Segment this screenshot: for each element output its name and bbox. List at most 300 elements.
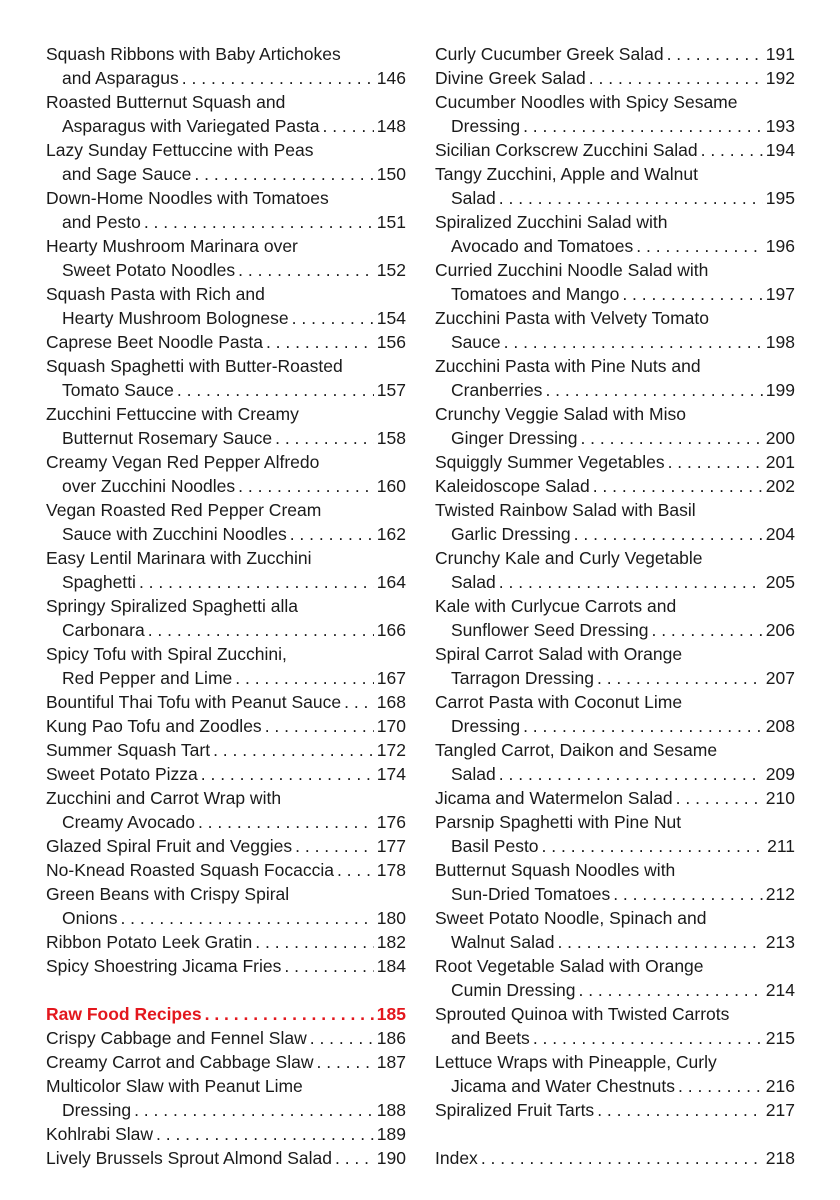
toc-entry-title: Red Pepper and Lime — [62, 668, 233, 688]
dot-leader — [580, 426, 762, 450]
toc-entry-line — [435, 618, 795, 642]
index-entry-title: Index — [435, 1148, 478, 1168]
toc-entry-line — [435, 690, 795, 714]
toc-page-number: 207 — [765, 668, 795, 688]
toc-entry-title: Squiggly Summer Vegetables — [435, 452, 665, 472]
toc-entry[interactable] — [46, 42, 406, 90]
toc-entry-title: Squash Spaghetti with Butter-Roasted — [46, 356, 343, 376]
toc-entry-line — [46, 306, 406, 330]
toc-entry[interactable] — [46, 834, 406, 858]
toc-entry-line — [46, 282, 406, 306]
dot-leader — [156, 1122, 374, 1146]
toc-entry-title: Spicy Shoestring Jicama Fries — [46, 956, 282, 976]
toc-entry-title: Multicolor Slaw with Peanut Lime — [46, 1076, 303, 1096]
toc-page-number: 154 — [376, 308, 406, 328]
toc-page-number: 168 — [376, 692, 406, 712]
dot-leader — [205, 1002, 374, 1026]
toc-entry-title: Roasted Butternut Squash and — [46, 92, 286, 112]
toc-entry-title: Spaghetti — [62, 572, 136, 592]
toc-entry-title: Down-Home Noodles with Tomatoes — [46, 188, 329, 208]
toc-entry-title: Sunflower Seed Dressing — [451, 620, 649, 640]
dot-leader — [499, 762, 763, 786]
toc-entry[interactable] — [435, 642, 795, 690]
toc-entry-title: Cucumber Noodles with Spicy Sesame — [435, 92, 738, 112]
dot-leader — [238, 474, 374, 498]
toc-entry-title: and Sage Sauce — [62, 164, 192, 184]
toc-entry-title: Vegan Roasted Red Pepper Cream — [46, 500, 322, 520]
toc-page-number: 197 — [765, 284, 795, 304]
toc-entry-line — [435, 546, 795, 570]
toc-entry-line — [46, 594, 406, 618]
toc-entry-line — [435, 1074, 795, 1098]
dot-leader — [533, 1026, 763, 1050]
toc-entry-line — [46, 162, 406, 186]
toc-page-number: 180 — [376, 908, 406, 928]
toc-page-number: 164 — [376, 572, 406, 592]
toc-entry-title: Squash Pasta with Rich and — [46, 284, 265, 304]
toc-entry[interactable] — [435, 690, 795, 738]
dot-leader — [317, 1050, 374, 1074]
toc-entry-title: Dressing — [451, 716, 521, 736]
toc-entry-line — [46, 42, 406, 66]
toc-entry[interactable] — [435, 450, 795, 474]
toc-entry-line — [46, 1026, 406, 1050]
toc-entry[interactable] — [435, 954, 795, 1002]
toc-entry[interactable] — [435, 1002, 795, 1050]
section-heading-title: Raw Food Recipes — [46, 1004, 202, 1024]
toc-page-number: 178 — [376, 860, 406, 880]
toc-entry-line — [435, 426, 795, 450]
toc-entry-title: Spiralized Zucchini Salad with — [435, 212, 668, 232]
toc-page-number: 204 — [765, 524, 795, 544]
toc-entry-line — [435, 186, 795, 210]
toc-entry-title: Tangled Carrot, Daikon and Sesame — [435, 740, 718, 760]
dot-leader — [292, 306, 374, 330]
toc-entry-line — [435, 66, 795, 90]
spacer — [46, 978, 406, 1002]
toc-entry-title: Kung Pao Tofu and Zoodles — [46, 716, 262, 736]
toc-page-number: 202 — [765, 476, 795, 496]
toc-entry-line — [435, 858, 795, 882]
toc-entry-line — [46, 834, 406, 858]
toc-entry-line — [435, 210, 795, 234]
toc-entry-line — [46, 1098, 406, 1122]
dot-leader — [144, 210, 374, 234]
toc-page-number: 186 — [376, 1028, 406, 1048]
dot-leader — [322, 114, 373, 138]
toc-entry[interactable] — [46, 138, 406, 186]
toc-entry-title: Tomato Sauce — [62, 380, 174, 400]
toc-entry[interactable] — [46, 1122, 406, 1146]
toc-entry[interactable] — [435, 138, 795, 162]
toc-entry[interactable] — [435, 738, 795, 786]
toc-entry-line — [46, 258, 406, 282]
toc-entry-line — [435, 42, 795, 66]
toc-entry[interactable] — [435, 66, 795, 90]
toc-entry-line — [435, 882, 795, 906]
toc-page-number: 213 — [765, 932, 795, 952]
toc-entry-title: Lettuce Wraps with Pineapple, Curly — [435, 1052, 717, 1072]
toc-entry-line — [435, 114, 795, 138]
toc-entry[interactable] — [435, 498, 795, 546]
toc-entry-title: Carrot Pasta with Coconut Lime — [435, 692, 683, 712]
toc-entry-line — [435, 930, 795, 954]
dot-leader — [295, 834, 374, 858]
dot-leader — [235, 666, 374, 690]
toc-entry-title: Sprouted Quinoa with Twisted Carrots — [435, 1004, 730, 1024]
dot-leader — [337, 858, 374, 882]
toc-entry[interactable] — [46, 594, 406, 642]
toc-entry-title: Kale with Curlycue Carrots and — [435, 596, 677, 616]
toc-entry-line — [435, 666, 795, 690]
dot-leader — [589, 66, 763, 90]
toc-entry-line — [435, 762, 795, 786]
toc-entry-line — [435, 354, 795, 378]
index-entry-page-number: 218 — [765, 1148, 795, 1168]
toc-page-number: 148 — [376, 116, 406, 136]
toc-entry-title: and Pesto — [62, 212, 141, 232]
dot-leader — [574, 522, 763, 546]
toc-entry-title: Curly Cucumber Greek Salad — [435, 44, 664, 64]
toc-entry-line — [46, 1074, 406, 1098]
toc-entry-title: Divine Greek Salad — [435, 68, 586, 88]
toc-page-number: 174 — [376, 764, 406, 784]
toc-entry[interactable] — [46, 786, 406, 834]
toc-entry-title: Squash Ribbons with Baby Artichokes — [46, 44, 341, 64]
dot-leader — [481, 1146, 763, 1170]
toc-entry-title: Asparagus with Variegated Pasta — [62, 116, 320, 136]
toc-entry[interactable] — [435, 1050, 795, 1098]
toc-entry-line — [46, 954, 406, 978]
toc-entry-title: Tangy Zucchini, Apple and Walnut — [435, 164, 698, 184]
toc-entry-title: Cranberries — [451, 380, 543, 400]
toc-entry[interactable] — [435, 306, 795, 354]
toc-entry-title: Creamy Carrot and Cabbage Slaw — [46, 1052, 314, 1072]
toc-entry-title: Butternut Squash Noodles with — [435, 860, 676, 880]
dot-leader — [213, 738, 374, 762]
toc-entry-line — [435, 378, 795, 402]
toc-entry-line — [435, 522, 795, 546]
dot-leader — [578, 978, 762, 1002]
toc-entry-title: Dressing — [451, 116, 521, 136]
toc-entry[interactable] — [46, 642, 406, 690]
toc-page-number: 210 — [765, 788, 795, 808]
dot-leader — [310, 1026, 374, 1050]
toc-entry[interactable] — [435, 402, 795, 450]
toc-entry[interactable] — [435, 1098, 795, 1122]
toc-entry-title: Bountiful Thai Tofu with Peanut Sauce — [46, 692, 342, 712]
toc-entry-line — [435, 954, 795, 978]
toc-entry-line — [46, 378, 406, 402]
toc-entry[interactable] — [435, 906, 795, 954]
toc-entry-title: Parsnip Spaghetti with Pine Nut — [435, 812, 682, 832]
toc-entry-line — [46, 186, 406, 210]
toc-entry-line — [435, 906, 795, 930]
toc-entry-title: Ribbon Potato Leek Gratin — [46, 932, 253, 952]
toc-entry-line — [46, 810, 406, 834]
toc-entry[interactable] — [435, 210, 795, 258]
toc-entry-title: Sweet Potato Noodles — [62, 260, 236, 280]
toc-entry-title: Walnut Salad — [451, 932, 555, 952]
toc-entry[interactable] — [435, 162, 795, 210]
dot-leader — [523, 714, 763, 738]
toc-entry-line — [435, 642, 795, 666]
toc-entry-line — [435, 570, 795, 594]
dot-leader — [636, 234, 763, 258]
toc-entry-title: Easy Lentil Marinara with Zucchini — [46, 548, 312, 568]
toc-page-number: 201 — [765, 452, 795, 472]
toc-entry[interactable] — [46, 954, 406, 978]
toc-entry[interactable] — [46, 690, 406, 714]
toc-entry-line — [46, 114, 406, 138]
toc-entry-title: Creamy Avocado — [62, 812, 195, 832]
toc-entry-title: Salad — [451, 764, 496, 784]
toc-entry-line — [46, 546, 406, 570]
toc-entry-line — [46, 330, 406, 354]
toc-entry-title: and Beets — [451, 1028, 530, 1048]
dot-leader — [201, 762, 374, 786]
toc-entry-title: Garlic Dressing — [451, 524, 571, 544]
dot-leader — [238, 258, 374, 282]
toc-page-number: 167 — [376, 668, 406, 688]
dot-leader — [597, 1098, 763, 1122]
toc-entry-title: Dressing — [62, 1100, 132, 1120]
toc-entry-line — [46, 234, 406, 258]
toc-page-number: 156 — [376, 332, 406, 352]
toc-entry[interactable] — [46, 858, 406, 882]
toc-entry[interactable] — [46, 1050, 406, 1074]
toc-entry-line — [46, 210, 406, 234]
toc-column-left — [46, 42, 406, 1170]
toc-entry[interactable] — [46, 1026, 406, 1050]
toc-entry-line — [46, 1146, 406, 1170]
toc-page-number: 188 — [376, 1100, 406, 1120]
toc-page-number: 190 — [376, 1148, 406, 1168]
toc-entry[interactable] — [46, 354, 406, 402]
toc-entry-title: Sun-Dried Tomatoes — [451, 884, 611, 904]
toc-entry-title: Hearty Mushroom Marinara over — [46, 236, 298, 256]
toc-entry-title: Salad — [451, 188, 496, 208]
dot-leader — [284, 954, 373, 978]
toc-entry-title: Zucchini Fettuccine with Creamy — [46, 404, 299, 424]
toc-entry-title: Cumin Dressing — [451, 980, 576, 1000]
toc-entry-line — [46, 762, 406, 786]
toc-entry-title: Lazy Sunday Fettuccine with Peas — [46, 140, 314, 160]
toc-entry-line — [435, 834, 795, 858]
toc-entry[interactable] — [435, 786, 795, 810]
dot-leader — [542, 834, 765, 858]
toc-entry-title: Sauce — [451, 332, 501, 352]
dot-leader — [198, 810, 374, 834]
toc-entry-line — [435, 258, 795, 282]
toc-entry-title: Kaleidoscope Salad — [435, 476, 590, 496]
toc-page-number: 191 — [765, 44, 795, 64]
dot-leader — [667, 42, 763, 66]
toc-page-number: 211 — [767, 836, 795, 856]
toc-page-number: 152 — [376, 260, 406, 280]
toc-entry-line — [435, 450, 795, 474]
toc-entry-title: Glazed Spiral Fruit and Veggies — [46, 836, 293, 856]
dot-leader — [622, 282, 762, 306]
toc-entry-title: Zucchini Pasta with Pine Nuts and — [435, 356, 701, 376]
dot-leader — [182, 66, 374, 90]
toc-entry-title: Summer Squash Tart — [46, 740, 211, 760]
toc-entry-title: Crispy Cabbage and Fennel Slaw — [46, 1028, 307, 1048]
toc-entry-line — [435, 1050, 795, 1074]
toc-entry-line — [46, 474, 406, 498]
toc-entry[interactable] — [46, 234, 406, 282]
toc-entry-title: Basil Pesto — [451, 836, 539, 856]
dot-leader — [148, 618, 374, 642]
toc-entry[interactable] — [46, 738, 406, 762]
toc-entry-line — [46, 90, 406, 114]
toc-entry-title: Zucchini and Carrot Wrap with — [46, 788, 282, 808]
dot-leader — [593, 474, 763, 498]
toc-entry[interactable] — [435, 858, 795, 906]
toc-entry-line — [435, 90, 795, 114]
dot-leader — [139, 570, 374, 594]
toc-entry-line — [435, 474, 795, 498]
toc-page-number: 172 — [376, 740, 406, 760]
toc-page-number: 151 — [376, 212, 406, 232]
dot-leader — [255, 930, 374, 954]
toc-entry-line — [46, 1122, 406, 1146]
toc-entry-line — [435, 234, 795, 258]
toc-entry-line — [46, 570, 406, 594]
toc-entry-title: Green Beans with Crispy Spiral — [46, 884, 290, 904]
toc-entry-title: Avocado and Tomatoes — [451, 236, 634, 256]
toc-entry-line — [435, 162, 795, 186]
toc-entry[interactable] — [435, 90, 795, 138]
toc-entry-line — [46, 738, 406, 762]
toc-entry-line — [46, 882, 406, 906]
toc-entry-line — [46, 930, 406, 954]
toc-page-number: 198 — [765, 332, 795, 352]
toc-entry[interactable] — [46, 90, 406, 138]
toc-entry-title: Sicilian Corkscrew Zucchini Salad — [435, 140, 698, 160]
toc-entry-title: Jicama and Water Chestnuts — [451, 1076, 676, 1096]
toc-entry[interactable] — [46, 1074, 406, 1122]
dot-leader — [545, 378, 762, 402]
toc-entry-line — [46, 66, 406, 90]
toc-entry[interactable] — [46, 402, 406, 450]
toc-entry[interactable] — [46, 282, 406, 330]
toc-entry[interactable] — [435, 474, 795, 498]
toc-entry[interactable] — [46, 546, 406, 594]
toc-entry-title: Onions — [62, 908, 118, 928]
toc-entry-line — [46, 354, 406, 378]
toc-entry[interactable] — [46, 498, 406, 546]
toc-entry-title: Root Vegetable Salad with Orange — [435, 956, 704, 976]
toc-entry-title: Sweet Potato Pizza — [46, 764, 198, 784]
dot-leader — [701, 138, 763, 162]
dot-leader — [523, 114, 763, 138]
toc-entry[interactable] — [46, 1146, 406, 1170]
toc-entry-title: Spiral Carrot Salad with Orange — [435, 644, 683, 664]
toc-entry[interactable] — [46, 450, 406, 498]
toc-entry-line — [46, 402, 406, 426]
toc-entry-line — [46, 522, 406, 546]
toc-page-number: 216 — [765, 1076, 795, 1096]
toc-page-number: 150 — [376, 164, 406, 184]
toc-entry-title: Curried Zucchini Noodle Salad with — [435, 260, 709, 280]
toc-entry-title: Sauce with Zucchini Noodles — [62, 524, 287, 544]
toc-entry-line — [435, 1026, 795, 1050]
toc-page-number: 146 — [376, 68, 406, 88]
toc-entry-line — [46, 450, 406, 474]
dot-leader — [504, 330, 763, 354]
toc-page-number: 200 — [765, 428, 795, 448]
toc-entry-title: Sweet Potato Noodle, Spinach and — [435, 908, 707, 928]
spacer — [435, 1122, 795, 1146]
toc-entry[interactable] — [435, 546, 795, 594]
toc-entry-line — [435, 282, 795, 306]
toc-page-number: 193 — [765, 116, 795, 136]
toc-entry-line — [46, 1002, 406, 1026]
dot-leader — [275, 426, 374, 450]
toc-entry[interactable] — [46, 930, 406, 954]
toc-entry-title: Hearty Mushroom Bolognese — [62, 308, 289, 328]
toc-entry-line — [46, 666, 406, 690]
toc-entry[interactable] — [435, 42, 795, 66]
dot-leader — [177, 378, 374, 402]
toc-entry-line — [46, 714, 406, 738]
toc-page-number: 205 — [765, 572, 795, 592]
toc-entry-title: Kohlrabi Slaw — [46, 1124, 153, 1144]
toc-entry-title: Creamy Vegan Red Pepper Alfredo — [46, 452, 320, 472]
toc-entry[interactable] — [46, 882, 406, 930]
toc-entry-title: Crunchy Kale and Curly Vegetable — [435, 548, 703, 568]
toc-entry-title: Crunchy Veggie Salad with Miso — [435, 404, 686, 424]
toc-entry-title: Tomatoes and Mango — [451, 284, 620, 304]
toc-entry[interactable] — [435, 810, 795, 858]
dot-leader — [557, 930, 762, 954]
toc-page-number: 208 — [765, 716, 795, 736]
dot-leader — [613, 882, 763, 906]
toc-entry-line — [435, 738, 795, 762]
toc-entry-title: Lively Brussels Sprout Almond Salad — [46, 1148, 332, 1168]
toc-entry[interactable] — [46, 714, 406, 738]
toc-column-right — [435, 42, 795, 1170]
dot-leader — [290, 522, 374, 546]
toc-entry[interactable] — [435, 258, 795, 306]
toc-entry[interactable] — [46, 762, 406, 786]
toc-entry-line — [46, 138, 406, 162]
toc-page-number: 158 — [376, 428, 406, 448]
toc-entry[interactable] — [435, 594, 795, 642]
dot-leader — [134, 1098, 374, 1122]
dot-leader — [194, 162, 373, 186]
dot-leader — [676, 786, 763, 810]
toc-page-number: 199 — [765, 380, 795, 400]
toc-entry-line — [435, 1002, 795, 1026]
dot-leader — [265, 714, 374, 738]
toc-entry[interactable] — [46, 330, 406, 354]
toc-page-number: 182 — [376, 932, 406, 952]
toc-entry-title: Butternut Rosemary Sauce — [62, 428, 273, 448]
toc-page-number: 192 — [765, 68, 795, 88]
toc-entry[interactable] — [46, 186, 406, 234]
toc-entry[interactable] — [435, 354, 795, 402]
index-entry[interactable] — [435, 1146, 795, 1170]
toc-page-number: 176 — [376, 812, 406, 832]
section-heading[interactable] — [46, 1002, 406, 1026]
toc-entry-line — [435, 786, 795, 810]
toc-page-number: 209 — [765, 764, 795, 784]
toc-entry-line — [435, 978, 795, 1002]
toc-entry-line — [46, 1050, 406, 1074]
dot-leader — [678, 1074, 763, 1098]
